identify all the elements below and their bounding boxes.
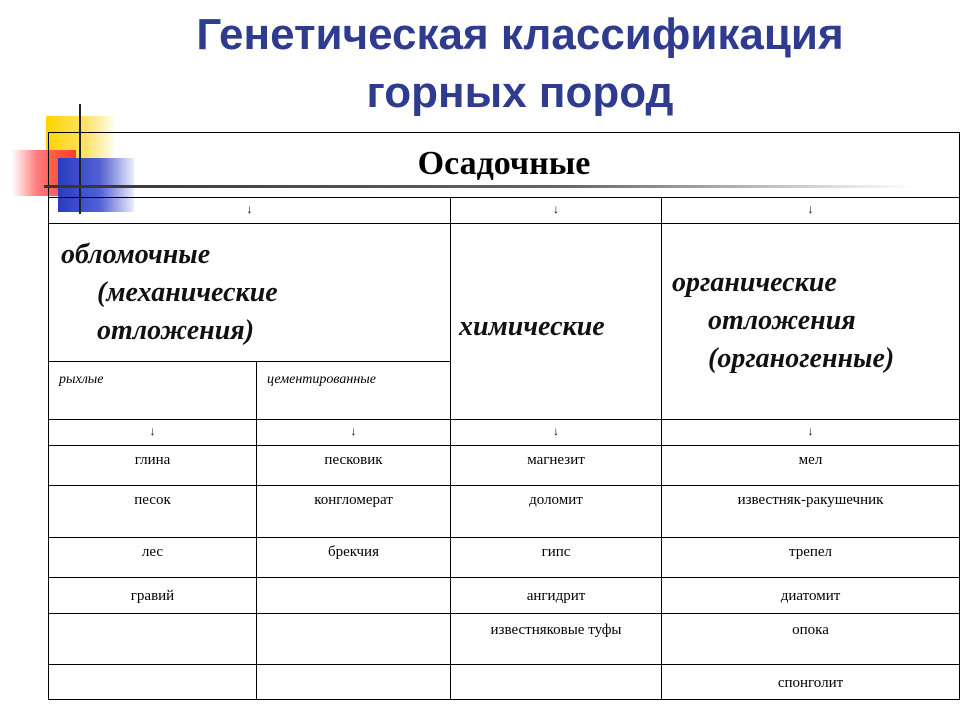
cell-text: диатомит bbox=[780, 588, 841, 604]
arrow-down-icon: ↓ bbox=[807, 202, 814, 216]
table-cell bbox=[450, 537, 662, 578]
cell-text: гравий bbox=[130, 588, 175, 604]
table-cell bbox=[256, 664, 451, 700]
table-cell bbox=[450, 577, 662, 614]
arrow-cell bbox=[661, 419, 960, 446]
group-organic-line3: (органогенные) bbox=[708, 343, 895, 374]
group-clastic-line1: обломочные bbox=[61, 239, 211, 270]
table-cell bbox=[661, 485, 960, 538]
table-cell bbox=[450, 613, 662, 665]
group-organic-line2: отложения bbox=[708, 305, 856, 336]
table-cell bbox=[256, 577, 451, 614]
cell-text: лес bbox=[141, 544, 164, 560]
cell-text: гипс bbox=[541, 544, 571, 560]
cell-text: песок bbox=[134, 492, 171, 508]
subgroup-cemented bbox=[256, 361, 451, 420]
table-cell bbox=[48, 445, 257, 486]
arrow-down-icon: ↓ bbox=[350, 424, 357, 438]
group-clastic-line2: (механические bbox=[97, 277, 278, 308]
group-clastic bbox=[48, 223, 451, 362]
table-cell bbox=[661, 577, 960, 614]
table-cell bbox=[256, 537, 451, 578]
arrow-cell bbox=[48, 419, 257, 446]
group-organic bbox=[661, 223, 960, 420]
table-cell bbox=[48, 485, 257, 538]
table-header-sedimentary bbox=[48, 132, 960, 197]
table-cell bbox=[661, 613, 960, 665]
group-chemical-label: химические bbox=[459, 311, 605, 342]
subgroup-cemented-label: цементированные bbox=[267, 372, 376, 387]
slide-title-line2: горных пород bbox=[366, 68, 674, 117]
arrow-down-icon: ↓ bbox=[553, 424, 559, 438]
arrow-cell bbox=[661, 197, 960, 224]
arrow-down-icon: ↓ bbox=[553, 202, 559, 216]
slide-title bbox=[80, 6, 960, 122]
group-clastic-line3: отложения) bbox=[97, 315, 255, 346]
cell-text: спонголит bbox=[777, 675, 844, 691]
cell-text: трепел bbox=[788, 544, 833, 560]
arrow-cell bbox=[48, 197, 451, 224]
arrow-down-icon: ↓ bbox=[246, 202, 253, 216]
group-organic-line1: органические bbox=[672, 267, 837, 298]
cell-text: ангидрит bbox=[526, 588, 586, 604]
arrow-cell bbox=[256, 419, 451, 446]
cell-text: известняк-ракушечник bbox=[737, 492, 884, 508]
subgroup-loose-label: рыхлые bbox=[59, 372, 104, 387]
cell-text: известняковые туфы bbox=[490, 622, 622, 638]
cell-text: магнезит bbox=[527, 452, 585, 468]
header-text: Осадочные bbox=[417, 145, 591, 182]
cell-text: глина bbox=[134, 452, 171, 468]
cell-text: мел bbox=[798, 452, 823, 468]
table-cell bbox=[661, 537, 960, 578]
arrow-down-icon: ↓ bbox=[807, 424, 814, 438]
subgroup-loose bbox=[48, 361, 257, 420]
table-cell bbox=[48, 613, 257, 665]
cell-text: брекчия bbox=[328, 544, 379, 560]
table-cell bbox=[450, 664, 662, 700]
cell-text: опока bbox=[792, 622, 829, 638]
arrow-down-icon: ↓ bbox=[149, 424, 156, 438]
arrow-cell bbox=[450, 197, 662, 224]
table-cell bbox=[48, 664, 257, 700]
table-cell bbox=[661, 445, 960, 486]
table-cell bbox=[48, 537, 257, 578]
cell-text: песковик bbox=[324, 452, 383, 468]
table-cell bbox=[256, 445, 451, 486]
group-chemical bbox=[450, 223, 662, 420]
arrow-cell bbox=[450, 419, 662, 446]
table-cell bbox=[661, 664, 960, 700]
cell-text: доломит bbox=[529, 492, 583, 508]
slide-title-line1: Генетическая классификация bbox=[196, 10, 844, 59]
table-cell bbox=[450, 445, 662, 486]
cell-text: конгломерат bbox=[314, 492, 393, 508]
table-cell bbox=[450, 485, 662, 538]
table-cell bbox=[256, 485, 451, 538]
table-cell bbox=[48, 577, 257, 614]
table-cell bbox=[256, 613, 451, 665]
